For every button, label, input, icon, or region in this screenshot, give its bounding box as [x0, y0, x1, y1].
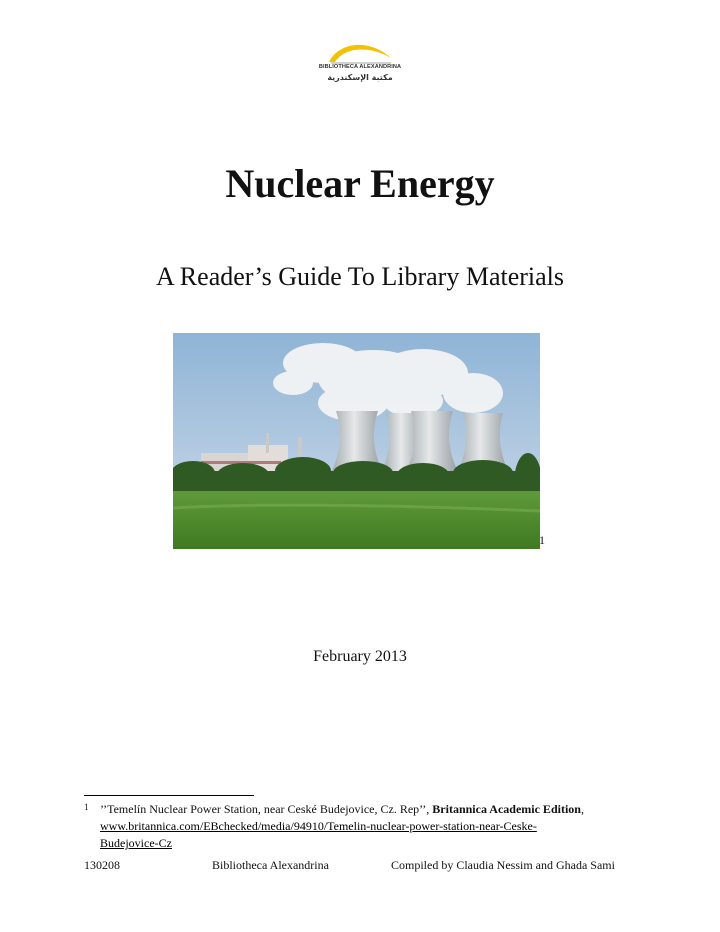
footnote-link[interactable] [100, 818, 644, 852]
footnote-link-line2: Budejovice-Cz [100, 836, 172, 850]
document-subtitle: A Reader’s Guide To Library Materials [155, 262, 565, 291]
nuclear-plant-photo [173, 333, 540, 549]
footnote-link-line1: www.britannica.com/EBchecked/media/94910/Temelin-nuclear-power-station-near-Ceske- [100, 819, 537, 833]
library-logo [305, 38, 415, 88]
footer-compiled-by: Compiled by Claudia Nessim and Ghada Sami [391, 858, 615, 872]
footnote-reference-mark: 1 [539, 533, 545, 547]
footnote-source: Britannica Academic Edition [432, 802, 581, 816]
footer-code: 130208 [84, 858, 120, 872]
footer-institution: Bibliotheca Alexandrina [212, 858, 329, 872]
footnote [84, 801, 644, 852]
arc-logo-icon [325, 38, 395, 64]
power-station-illustration [173, 333, 540, 549]
logo-name-english: BIBLIOTHECA ALEXANDRINA [318, 64, 402, 70]
footnote-quote: ’’Temelín Nuclear Power Station, near Ceské Budejovice, Cz. Rep’’, [100, 802, 433, 816]
document-title: Nuclear Energy [225, 161, 495, 206]
footnote-divider [84, 795, 254, 796]
publication-date: February 2013 [313, 648, 407, 665]
footnote-citation [100, 801, 644, 818]
page-footer [84, 858, 644, 876]
logo-name-arabic: مكتبة الإسكندرية [327, 73, 393, 82]
footnote-source-comma: , [580, 802, 584, 816]
footnote-number: 1 [84, 802, 89, 812]
